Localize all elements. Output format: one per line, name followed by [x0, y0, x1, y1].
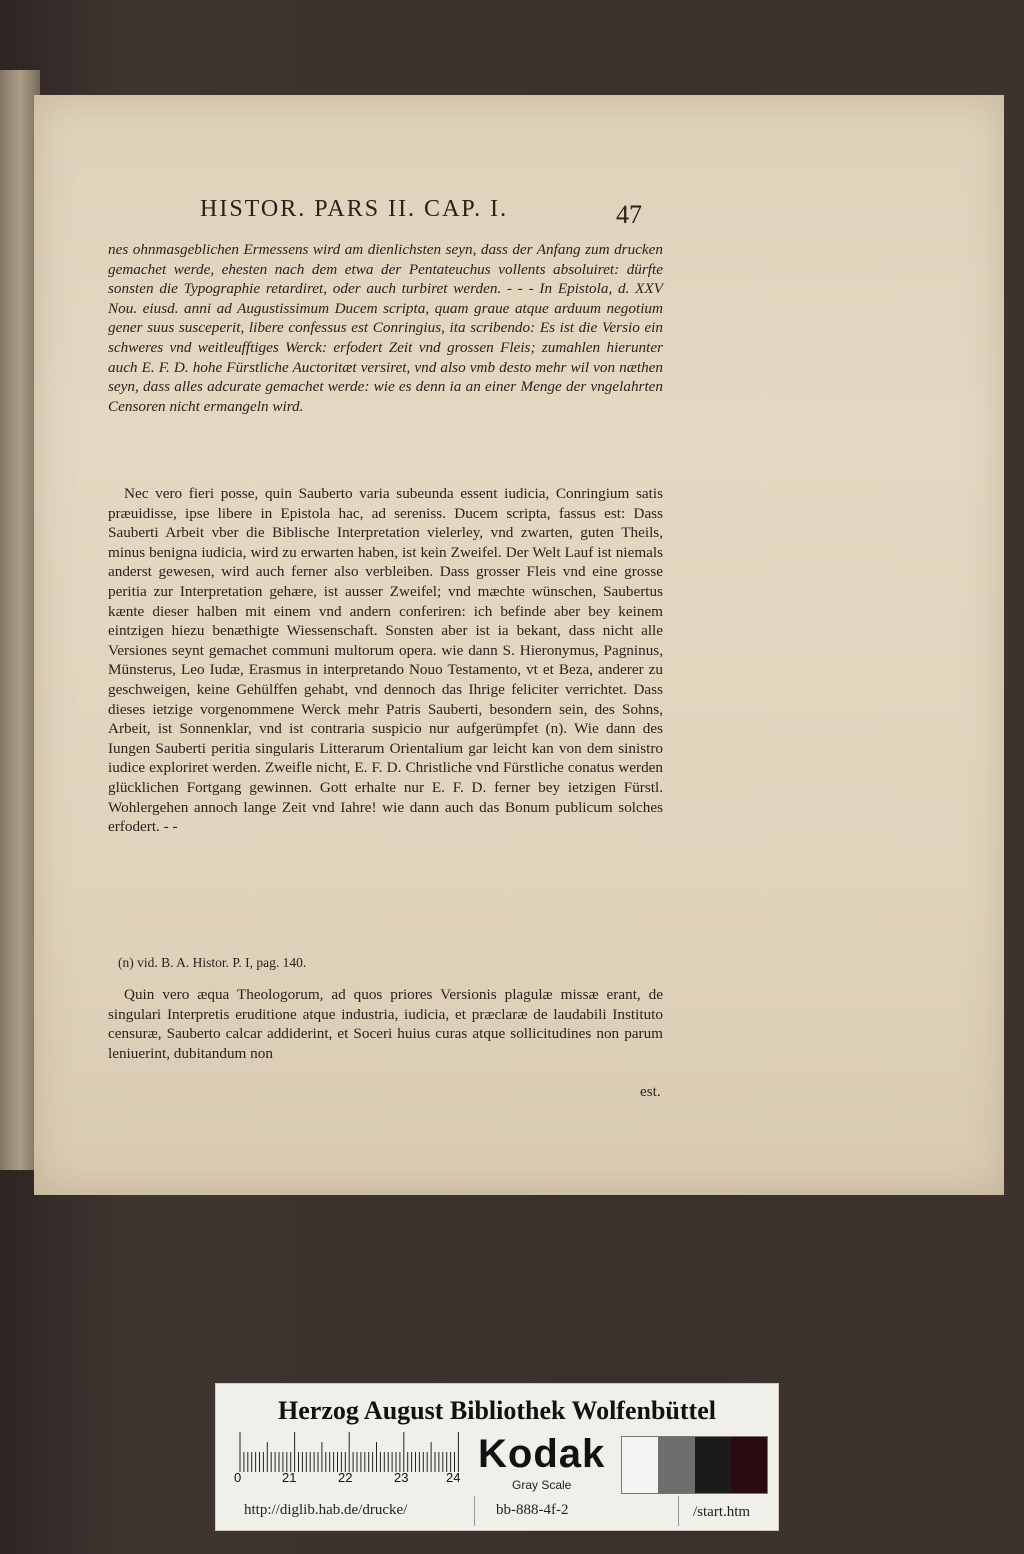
ruler-number: 21: [282, 1470, 297, 1485]
label-divider: [678, 1496, 679, 1526]
paragraph-3: [108, 985, 663, 1063]
paragraph-1-text: nes ohnmasgeblichen Ermessens wird am dienlichsten seyn, dass der Anfang zum drucken gemachet werde, ehesten nach dem etwa der Pentateuchus vollents absoluiret: dürfte sonsten die Typographie retardiret, oder auch turbiret werden. - - - In Epistola, d. XXV Nou. eiusd. anni ad Augustissimum Ducem scripta, quam graue atque arduum negotium gener suus susceperit, libere confessus est Conringius, ita scribendo: Es ist die Versio ein schweres vnd weitleufftiges Werck: erfodert Zeit vnd grossen Fleis; zumahlen hierunter auch E. F. D. hohe Fürstliche Auctoritæt versiret, vnd also vmb desto mehr wil von næthen seyn, dass alles adcurate gemachet werde: wie es denn ia an einer Menge der vngelahrten Censoren nicht ermangeln wird.: [108, 241, 663, 415]
paragraph-1: [108, 240, 663, 416]
swatch-black: [695, 1437, 731, 1493]
gray-scale-swatches: [621, 1436, 768, 1494]
ruler-number: 24: [446, 1470, 461, 1485]
ruler-number: 0: [234, 1470, 242, 1485]
library-label: [215, 1383, 779, 1531]
page-number: 47: [616, 200, 642, 229]
ruler-numbers: [234, 1470, 464, 1486]
start-page-path: /start.htm: [693, 1504, 751, 1520]
paragraph-2-text: Nec vero fieri posse, quin Sauberto varia subeunda essent iudicia, Conringium satis præuidisse, ipse libere in Epistola hac, ad sereniss. Ducem scripta, fassus est: Dass Sauberti Arbeit vber die Biblische Interpretation vielerley, vnd zwarten, guten Theils, minus benigna iudicia, wird zu erwarten haben, ist kein Zweifel. Der Welt Lauf ist niemals anderst gewesen, wird auch ferner also verbleiben. Dass grosser Fleis vnd eine grosse peritia zur Interpretation gehære, ist ausser Zweifel; vnd mæchte wünschen, Saubertus kænte dieser halben mit einem vnd andern conferiren: ich befinde aber bey keinem eintzigen hiezu benæthigte Wiessenschaft. Sonsten aber ist ia bekant, dass nicht alle Versiones seynt gemachet communi multorum opera. wie dann S. Hieronymus, Pagninus, Münsterus, Leo Iudæ, Erasmus in interpretando Nouo Testamento, vt et Beza, anderer zu geschweigen, keine Gehülffen gehabt, vnd dennoch das Ihrige feliciter verrichtet. Dass dieses ietzige vorgenommene Werck mehr Patris Sauberti, besondern sein, des Sohns, Arbeit, ist Sonnenklar, vnd ist contraria suspicio nur aufgerümpfet (n). Wie dann des Iungen Sauberti peritia singularis Litterarum Orientalium gar leicht kan von dem sinistro iudice exploriret werden. Zweifle nicht, E. F. D. Christliche vnd Fürstliche conatus werden glücklichen Fortgang gewinnen. Gott erhalte nur E. F. D. ferner bey ietzigen Fürstl. Wohlergehen annoch lange Zeit vnd Iahre! wie dann auch das Bonum publicum solches erfodert. - -: [108, 485, 663, 836]
footnote: (n) vid. B. A. Histor. P. I, pag. 140.: [118, 955, 307, 970]
swatch-white: [622, 1437, 658, 1493]
swatch-dark-red: [731, 1437, 767, 1493]
paragraph-3-text: Quin vero æqua Theologorum, ad quos priores Versionis plagulæ missæ erant, de singulari Interpretis eruditione atque industria, iudicia, et præclaræ de laudabili Instituto censuræ, Sauberto calcar addiderint, et Soceri huius curas atque sollicitudines non parum leniuerint, dubitandum non: [108, 986, 663, 1062]
gray-scale-label: Gray Scale: [512, 1478, 572, 1492]
label-divider: [474, 1496, 475, 1526]
library-title: Herzog August Bibliothek Wolfenbüttel: [278, 1396, 716, 1425]
ruler-number: 23: [394, 1470, 409, 1485]
paragraph-3-end: est.: [640, 1083, 661, 1100]
kodak-logo: Kodak: [478, 1432, 606, 1476]
digital-library-url: http://diglib.hab.de/drucke/: [244, 1502, 408, 1518]
paragraph-2: [108, 484, 663, 837]
shelf-signature: bb-888-4f-2: [496, 1502, 569, 1518]
swatch-gray: [658, 1437, 694, 1493]
page-header: [200, 196, 660, 226]
running-head: HISTOR. PARS II. CAP. I.: [200, 196, 509, 222]
ruler-scale: [238, 1432, 463, 1472]
ruler-number: 22: [338, 1470, 353, 1485]
